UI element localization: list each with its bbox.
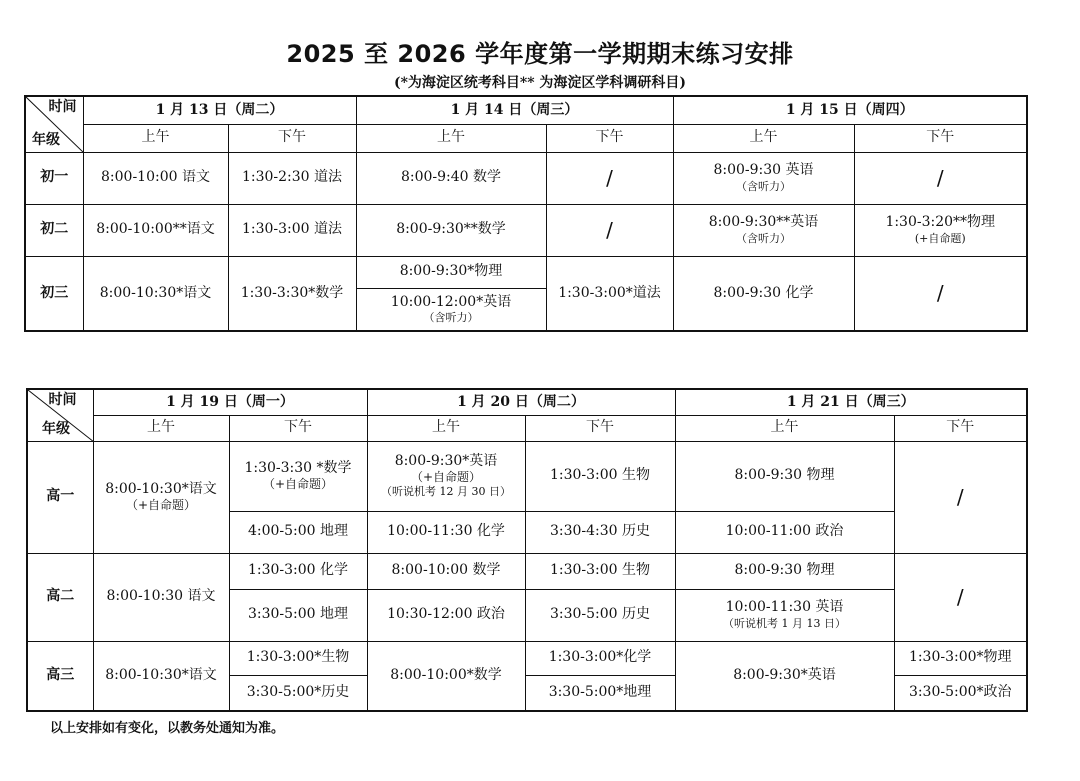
pm-header: 下午 bbox=[894, 415, 1027, 441]
exam-cell: 3:30-5:00*历史 bbox=[229, 675, 367, 711]
table-row bbox=[25, 204, 1027, 256]
am-header: 上午 bbox=[93, 415, 229, 441]
exam-note: （+自命题） bbox=[125, 498, 197, 513]
exam-text: 8:00-9:30*英语 bbox=[394, 452, 498, 469]
exam-cell: 8:00-10:30 语文 bbox=[93, 553, 229, 641]
exam-cell: 1:30-3:00*道法 bbox=[546, 256, 673, 331]
exam-note: （+自命题） bbox=[410, 470, 482, 485]
exam-text: 8:00-9:30**英语 bbox=[708, 214, 819, 231]
exam-cell: 8:00-10:30*语文 bbox=[83, 256, 228, 331]
exam-cell: 1:30-3:00*化学 bbox=[525, 641, 675, 675]
date-header-jan20: 1 月 20 日（周二） bbox=[367, 389, 675, 415]
table-row bbox=[25, 152, 1027, 204]
exam-cell: 8:00-9:30*物理 bbox=[356, 256, 546, 288]
exam-cell: 4:00-5:00 地理 bbox=[229, 511, 367, 553]
exam-cell: 10:30-12:00 政治 bbox=[367, 589, 525, 641]
senior-schedule-table bbox=[26, 388, 1028, 712]
exam-note: (+自命题) bbox=[914, 231, 966, 245]
exam-cell bbox=[229, 441, 367, 511]
table-row bbox=[27, 641, 1027, 675]
page-subtitle: (*为海淀区统考科目** 为海淀区学科调研科目) bbox=[393, 75, 687, 91]
grade-label-junior2: 初二 bbox=[25, 204, 83, 256]
date-header-jan13: 1 月 13 日（周二） bbox=[83, 96, 356, 124]
pm-header: 下午 bbox=[229, 415, 367, 441]
grade-label: 年级 bbox=[32, 132, 60, 148]
exam-note: （含听力） bbox=[736, 179, 791, 193]
exam-cell bbox=[675, 589, 894, 641]
exam-note: （听说机考 1 月 13 日） bbox=[723, 616, 846, 630]
exam-cell: 3:30-4:30 历史 bbox=[525, 511, 675, 553]
am-header: 上午 bbox=[367, 415, 525, 441]
time-label: 时间 bbox=[48, 392, 77, 408]
exam-cell bbox=[854, 204, 1027, 256]
exam-cell: 1:30-3:00 道法 bbox=[228, 204, 356, 256]
grade-label-senior1: 高一 bbox=[27, 441, 93, 553]
exam-cell: 3:30-5:00*地理 bbox=[525, 675, 675, 711]
exam-cell: 8:00-10:30*语文 bbox=[93, 641, 229, 711]
date-header-jan15: 1 月 15 日（周四） bbox=[673, 96, 1027, 124]
date-header-jan21: 1 月 21 日（周三） bbox=[675, 389, 1027, 415]
exam-cell: 8:00-10:00 数学 bbox=[367, 553, 525, 589]
exam-cell: 3:30-5:00*政治 bbox=[894, 675, 1027, 711]
am-header: 上午 bbox=[356, 124, 546, 152]
exam-cell bbox=[367, 441, 525, 511]
exam-cell: 3:30-5:00 地理 bbox=[229, 589, 367, 641]
grade-label-senior3: 高三 bbox=[27, 641, 93, 711]
table-row bbox=[25, 256, 1027, 288]
date-header-jan19: 1 月 19 日（周一） bbox=[93, 389, 367, 415]
empty-slot-slash: / bbox=[894, 553, 1027, 641]
exam-text: 1:30-3:20**物理 bbox=[885, 214, 996, 231]
exam-text: 10:00-12:00*英语 bbox=[390, 293, 512, 310]
exam-text: 10:00-11:30 英语 bbox=[725, 599, 844, 616]
exam-cell bbox=[673, 152, 854, 204]
exam-cell: 8:00-9:40 数学 bbox=[356, 152, 546, 204]
exam-note: （含听力） bbox=[736, 231, 791, 245]
table-row bbox=[27, 441, 1027, 511]
exam-cell: 8:00-9:30 物理 bbox=[675, 441, 894, 511]
page-title: 2025 至 2026 学年度第一学期期末练习安排 bbox=[286, 40, 794, 68]
pm-header: 下午 bbox=[525, 415, 675, 441]
exam-cell: 8:00-9:30**数学 bbox=[356, 204, 546, 256]
exam-cell bbox=[673, 204, 854, 256]
am-header: 上午 bbox=[83, 124, 228, 152]
exam-text: 8:00-9:30 英语 bbox=[713, 162, 814, 179]
exam-cell: 1:30-3:00 生物 bbox=[525, 553, 675, 589]
footnote: 以上安排如有变化，以教务处通知为准。 bbox=[50, 721, 285, 736]
exam-note: （+自命题） bbox=[262, 477, 334, 492]
empty-slot-slash: / bbox=[546, 152, 673, 204]
exam-cell: 3:30-5:00 历史 bbox=[525, 589, 675, 641]
exam-cell: 8:00-10:00*数学 bbox=[367, 641, 525, 711]
exam-cell: 1:30-3:00*物理 bbox=[894, 641, 1027, 675]
exam-cell: 10:00-11:00 政治 bbox=[675, 511, 894, 553]
exam-cell: 1:30-2:30 道法 bbox=[228, 152, 356, 204]
exam-cell: 8:00-10:00 语文 bbox=[83, 152, 228, 204]
junior-schedule-table bbox=[24, 95, 1028, 332]
exam-cell: 1:30-3:00*生物 bbox=[229, 641, 367, 675]
date-header-jan14: 1 月 14 日（周三） bbox=[356, 96, 673, 124]
exam-cell: 8:00-9:30 物理 bbox=[675, 553, 894, 589]
empty-slot-slash: / bbox=[894, 441, 1027, 553]
empty-slot-slash: / bbox=[854, 256, 1027, 331]
exam-text: 1:30-3:30 *数学 bbox=[244, 459, 352, 476]
pm-header: 下午 bbox=[546, 124, 673, 152]
table-row bbox=[27, 553, 1027, 589]
exam-note: （听说机考 12 月 30 日） bbox=[381, 485, 511, 499]
diagonal-header-cell bbox=[25, 96, 83, 152]
grade-label-junior1: 初一 bbox=[25, 152, 83, 204]
exam-cell bbox=[356, 288, 546, 331]
exam-cell: 1:30-3:30*数学 bbox=[228, 256, 356, 331]
pm-header: 下午 bbox=[228, 124, 356, 152]
grade-label-junior3: 初三 bbox=[25, 256, 83, 331]
exam-cell: 10:00-11:30 化学 bbox=[367, 511, 525, 553]
exam-cell: 8:00-9:30 化学 bbox=[673, 256, 854, 331]
exam-cell: 1:30-3:00 生物 bbox=[525, 441, 675, 511]
grade-label: 年级 bbox=[42, 421, 70, 437]
exam-text: 8:00-10:30*语文 bbox=[105, 480, 217, 497]
exam-cell bbox=[93, 441, 229, 553]
empty-slot-slash: / bbox=[854, 152, 1027, 204]
exam-note: （含听力） bbox=[423, 311, 479, 325]
pm-header: 下午 bbox=[854, 124, 1027, 152]
am-header: 上午 bbox=[675, 415, 894, 441]
grade-label-senior2: 高二 bbox=[27, 553, 93, 641]
exam-cell: 8:00-9:30*英语 bbox=[675, 641, 894, 711]
diagonal-header-cell bbox=[27, 389, 93, 441]
empty-slot-slash: / bbox=[546, 204, 673, 256]
time-label: 时间 bbox=[48, 99, 77, 115]
am-header: 上午 bbox=[673, 124, 854, 152]
exam-cell: 1:30-3:00 化学 bbox=[229, 553, 367, 589]
exam-cell: 8:00-10:00**语文 bbox=[83, 204, 228, 256]
